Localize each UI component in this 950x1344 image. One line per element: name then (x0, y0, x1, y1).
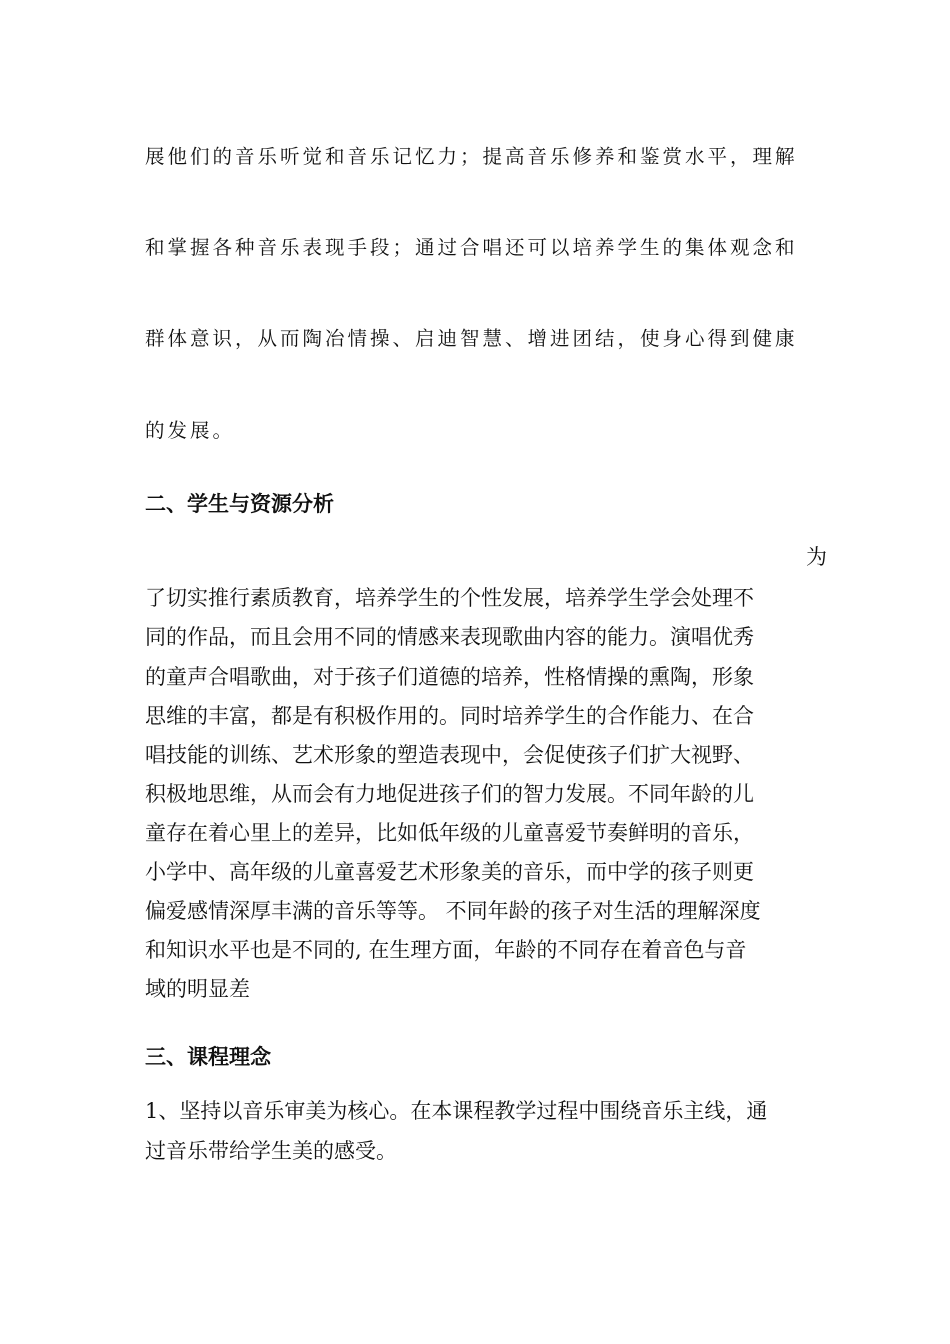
paragraph-line: 和掌握各种音乐表现手段；通过合唱还可以培养学生的集体观念和 (145, 236, 798, 259)
section-heading-student-resource: 二、学生与资源分析 (145, 491, 334, 516)
paragraph-line: 积极地思维，从而会有力地促进孩子们的智力发展。不同年龄的儿 (145, 782, 754, 806)
paragraph-line: 1、坚持以音乐审美为核心。在本课程教学过程中围绕音乐主线，通 (145, 1099, 768, 1123)
paragraph-line: 童存在着心里上的差异，比如低年级的儿童喜爱节奏鲜明的音乐， (145, 821, 754, 845)
paragraph-line: 偏爱感情深厚丰满的音乐等等。 不同年龄的孩子对生活的理解深度 (145, 899, 761, 923)
paragraph-line: 唱技能的训练、艺术形象的塑造表现中，会促使孩子们扩大视野、 (145, 743, 754, 767)
paragraph-line: 同的作品，而且会用不同的情感来表现歌曲内容的能力。演唱优秀 (145, 625, 754, 649)
paragraph-line: 群体意识，从而陶冶情操、启迪智慧、增进团结，使身心得到健康 (145, 327, 798, 350)
paragraph-line: 小学中、高年级的儿童喜爱艺术形象美的音乐，而中学的孩子则更 (145, 860, 754, 884)
paragraph-line: 和知识水平也是不同的, 在生理方面，年龄的不同存在着音色与音 (145, 938, 747, 962)
paragraph-line: 域的明显差 (145, 977, 250, 1001)
paragraph-first-char: 为 (806, 545, 827, 569)
paragraph-line: 的童声合唱歌曲，对于孩子们道德的培养，性格情操的熏陶，形象 (145, 665, 754, 689)
paragraph-line: 过音乐带给学生美的感受。 (145, 1139, 397, 1163)
paragraph-line: 了切实推行素质教育，培养学生的个性发展，培养学生学会处理不 (145, 586, 754, 610)
paragraph-line: 展他们的音乐听觉和音乐记忆力；提高音乐修养和鉴赏水平，理解 (145, 145, 798, 168)
section-heading-course-concept: 三、课程理念 (145, 1044, 271, 1069)
paragraph-line: 思维的丰富，都是有积极作用的。同时培养学生的合作能力、在合 (145, 704, 754, 728)
paragraph-line: 的发展。 (145, 419, 236, 442)
